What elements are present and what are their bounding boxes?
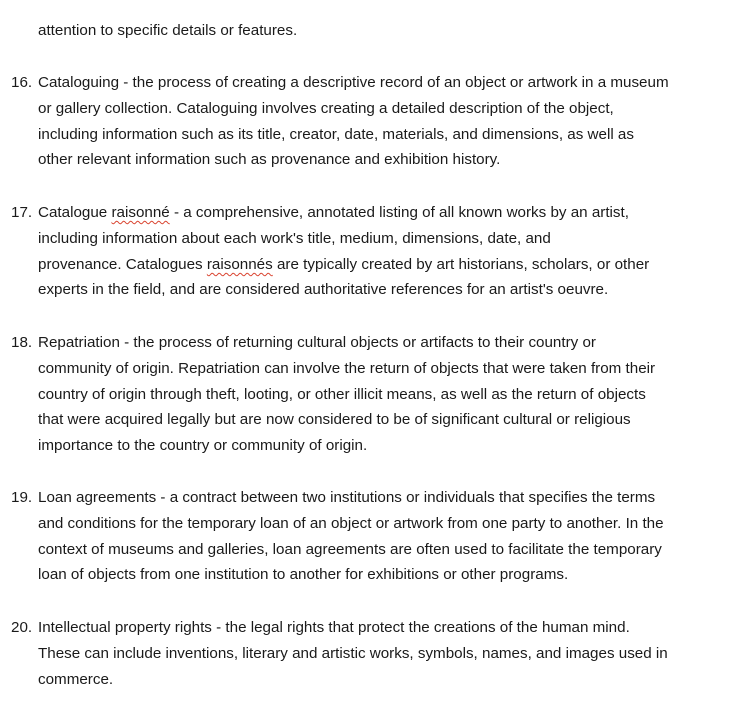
item-text-line (38, 488, 655, 508)
item-text-line (38, 618, 630, 638)
text-segment: that were acquired legally but are now considered to be of significant cultural or religious (38, 411, 631, 428)
text-segment: Cataloguing - the process of creating a descriptive record of an object or artwork in a museum (38, 74, 669, 91)
text-segment: provenance. Catalogues (38, 256, 207, 273)
text-segment: community of origin. Repatriation can involve the return of objects that were taken from their (38, 360, 656, 377)
text-segment: These can include inventions, literary and artistic works, symbols, names, and images used in (38, 645, 668, 662)
item-text-line (38, 255, 649, 275)
item-text-line (38, 385, 646, 405)
text-segment: - a comprehensive, annotated listing of all known works by an artist, (169, 204, 629, 221)
item-text-line (38, 410, 631, 430)
item-number: 20. (11, 619, 33, 636)
item-text-line (38, 150, 500, 170)
item-text-line (38, 540, 662, 560)
text-segment: and conditions for the temporary loan of an object or artwork from one party to another. In the (38, 515, 664, 532)
spellcheck-word: raisonné (111, 204, 170, 221)
item-text-line (38, 514, 664, 534)
text-segment: loan of objects from one institution to another for exhibitions or other programs. (38, 566, 569, 583)
item-text-line (38, 203, 629, 223)
text-segment: experts in the field, and are considered authoritative references for an artist's oeuvre. (38, 281, 609, 298)
text-segment: Catalogue (38, 204, 112, 221)
text-segment: are typically created by art historians, scholars, or other (272, 256, 650, 273)
item-text-line (38, 229, 551, 249)
text-segment: country of origin through theft, looting, or other illicit means, as well as the return of objects (38, 386, 646, 403)
item-text-line (38, 670, 113, 690)
text-segment: Loan agreements - a contract between two institutions or individuals that specifies the terms (38, 489, 656, 506)
text-segment: Intellectual property rights - the legal rights that protect the creations of the human mind. (38, 619, 630, 636)
intro-line: attention to specific details or features. (38, 22, 298, 39)
text-segment: context of museums and galleries, loan agreements are often used to facilitate the temporary (38, 541, 662, 558)
item-text-line (38, 280, 608, 300)
item-text-line (38, 99, 614, 119)
spellcheck-word: raisonnés (206, 256, 273, 273)
item-text-line (38, 359, 655, 379)
text-segment: other relevant information such as provenance and exhibition history. (38, 151, 501, 168)
text-segment: or gallery collection. Cataloguing involves creating a detailed description of the object, (38, 100, 614, 117)
text-segment: including information such as its title, creator, date, materials, and dimensions, as well as (38, 126, 634, 143)
text-segment: commerce. (38, 671, 114, 688)
item-number: 18. (11, 334, 33, 351)
item-text-line (38, 644, 668, 664)
item-text-line (38, 436, 367, 456)
item-text-line (38, 73, 669, 93)
text-segment: importance to the country or community of origin. (38, 437, 368, 454)
item-text-line (38, 125, 634, 145)
item-text-line (38, 333, 596, 353)
item-number: 16. (11, 74, 33, 91)
text-segment: Repatriation - the process of returning cultural objects or artifacts to their country or (38, 334, 596, 351)
item-number: 19. (11, 489, 33, 506)
item-number: 17. (11, 204, 33, 221)
text-segment: including information about each work's title, medium, dimensions, date, and (38, 230, 551, 247)
item-text-line (38, 565, 568, 585)
